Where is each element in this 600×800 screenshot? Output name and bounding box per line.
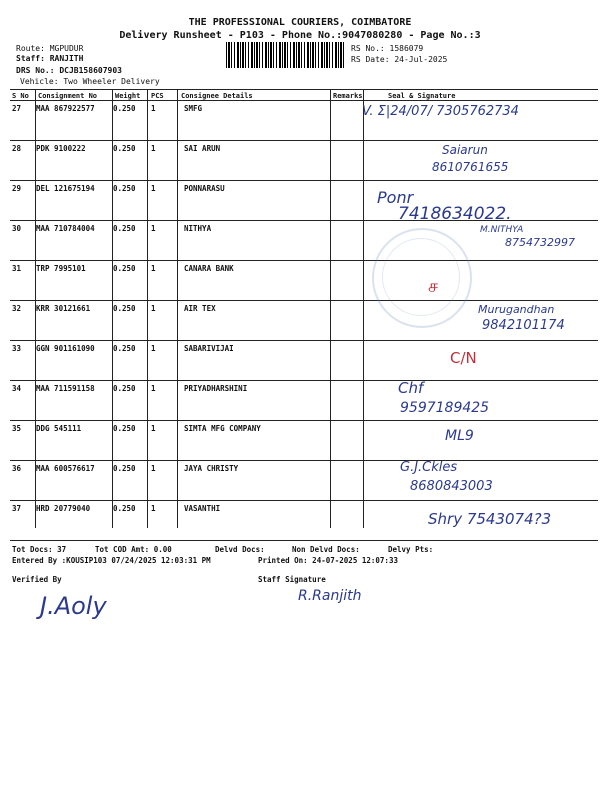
row-sno: 33 (12, 344, 22, 353)
rs-number: RS No.: 1586079 (351, 44, 424, 53)
row-weight: 0.250 (113, 144, 136, 153)
verified-by-label: Verified By (12, 575, 62, 584)
staff-label: Staff: RANJITH (16, 54, 84, 63)
row-sno: 27 (12, 104, 22, 113)
row-consignee: NITHYA (184, 224, 212, 233)
col-header-consignment: Consignment No (38, 92, 98, 100)
table-top-border (10, 89, 598, 90)
table-row (10, 421, 598, 461)
table-row (10, 381, 598, 421)
signature-row-34-name: Chf (398, 379, 424, 397)
signature-row-32-name: Murugandhan (478, 303, 555, 316)
signature-row-32-phone: 9842101174 (482, 318, 565, 333)
signature-row-29-name: Ponr (377, 188, 414, 207)
row-sno: 32 (12, 304, 22, 313)
row-weight: 0.250 (113, 344, 136, 353)
row-weight: 0.250 (113, 184, 136, 193)
staff-signature: R.Ranjith (298, 588, 362, 604)
row-consignment-no: MAA 711591158 (36, 384, 95, 393)
row-consignee: PONNARASU (184, 184, 225, 193)
row-sno: 36 (12, 464, 22, 473)
row-weight: 0.250 (113, 304, 136, 313)
col-header-remarks: Remarks (333, 92, 363, 100)
row-pcs: 1 (151, 424, 156, 433)
row-consignee: VASANTHI (184, 504, 221, 513)
row-consignment-no: KRR 30121661 (36, 304, 91, 313)
row-pcs: 1 (151, 504, 156, 513)
office-seal-inner (382, 238, 460, 316)
table-row (10, 141, 598, 181)
row-consignment-no: MAA 867922577 (36, 104, 95, 113)
signature-row-35: ML9 (445, 428, 474, 444)
row-pcs: 1 (151, 264, 156, 273)
row-consignment-no: DDG 545111 (36, 424, 82, 433)
row-sno: 37 (12, 504, 22, 513)
row-pcs: 1 (151, 464, 156, 473)
entered-by: Entered By :KOUSIP103 07/24/2025 12:03:31 PM (12, 556, 211, 565)
staff-signature-label: Staff Signature (258, 575, 326, 584)
row-consignee: PRIYADHARSHINI (184, 384, 248, 393)
runsheet-title: Delivery Runsheet - P103 - Phone No.:9047080280 - Page No.:3 (119, 30, 481, 41)
signature-row-28-phone: 8610761655 (432, 160, 509, 174)
signature-row-34-phone: 9597189425 (400, 400, 490, 416)
signature-row-33-mark: C/N (450, 349, 477, 367)
row-consignment-no: HRD 20779040 (36, 504, 91, 513)
row-consignment-no: MAA 710784004 (36, 224, 95, 233)
barcode-image (226, 42, 344, 68)
delivery-points: Delvy Pts: (388, 545, 434, 554)
vehicle-label: Vehicle: Two Wheeler Delivery (20, 77, 160, 86)
row-pcs: 1 (151, 304, 156, 313)
col-header-pcs: PCS (151, 92, 164, 100)
row-consignee: CANARA BANK (184, 264, 234, 273)
signature-row-36-name: G.J.Ckles (400, 460, 458, 475)
delivered-docs: Delvd Docs: (215, 545, 265, 554)
row-sno: 31 (12, 264, 22, 273)
total-cod-amount: Tot COD Amt: 0.00 (95, 545, 172, 554)
signature-row-30-phone: 8754732997 (505, 236, 575, 249)
row-consignee: SIMTA MFG COMPANY (184, 424, 261, 433)
row-weight: 0.250 (113, 104, 136, 113)
row-consignee: SMFG (184, 104, 203, 113)
row-sno: 35 (12, 424, 22, 433)
row-pcs: 1 (151, 344, 156, 353)
rs-date: RS Date: 24-Jul-2025 (351, 55, 448, 64)
row-consignee: SABARIVIJAI (184, 344, 234, 353)
row-pcs: 1 (151, 384, 156, 393)
col-header-sno: S No (12, 92, 29, 100)
total-docs: Tot Docs: 37 (12, 545, 67, 554)
signature-row-29-phone: 7418634022. (398, 204, 512, 224)
row-pcs: 1 (151, 144, 156, 153)
row-consignment-no: TRP 7995101 (36, 264, 86, 273)
row-consignee: JAYA CHRISTY (184, 464, 239, 473)
row-weight: 0.250 (113, 504, 136, 513)
signature-row-36-phone: 8680843003 (410, 479, 493, 494)
col-header-seal-signature: Seal & Signature (388, 92, 456, 100)
printed-on: Printed On: 24-07-2025 12:07:33 (258, 556, 398, 565)
signature-row-30-name: M.NITHYA (480, 225, 524, 235)
row-pcs: 1 (151, 224, 156, 233)
row-weight: 0.250 (113, 384, 136, 393)
table-row (10, 261, 598, 301)
company-title: THE PROFESSIONAL COURIERS, COIMBATORE (188, 17, 412, 28)
row-sno: 34 (12, 384, 22, 393)
row-sno: 29 (12, 184, 22, 193)
col-header-consignee: Consignee Details (181, 92, 253, 100)
signature-row-28-name: Saiarun (442, 143, 488, 157)
route-label: Route: MGPUDUR (16, 44, 84, 53)
row-pcs: 1 (151, 104, 156, 113)
col-header-weight: Weight (115, 92, 141, 100)
row-consignee: AIR TEX (184, 304, 216, 313)
row-weight: 0.250 (113, 464, 136, 473)
row-pcs: 1 (151, 184, 156, 193)
row-sno: 28 (12, 144, 22, 153)
drs-number: DRS No.: DCJB158607903 (16, 66, 122, 75)
row-divider (10, 540, 598, 541)
table-row (10, 341, 598, 381)
signature-row-31-mark: ச (428, 276, 438, 297)
row-weight: 0.250 (113, 224, 136, 233)
row-consignment-no: DEL 121675194 (36, 184, 95, 193)
non-delivered-docs: Non Delvd Docs: (292, 545, 360, 554)
signature-row-37: Shry 7543074?3 (428, 510, 552, 528)
verifier-signature: J.Aoly (40, 592, 107, 620)
row-consignment-no: PDK 9100222 (36, 144, 86, 153)
row-consignment-no: MAA 600576617 (36, 464, 95, 473)
row-consignee: SAI ARUN (184, 144, 221, 153)
table-row (10, 461, 598, 501)
row-sno: 30 (12, 224, 22, 233)
row-weight: 0.250 (113, 424, 136, 433)
signature-row-27: V. Ʃ|24/07/ 7305762734 (362, 104, 519, 119)
row-weight: 0.250 (113, 264, 136, 273)
row-consignment-no: GGN 901161090 (36, 344, 95, 353)
